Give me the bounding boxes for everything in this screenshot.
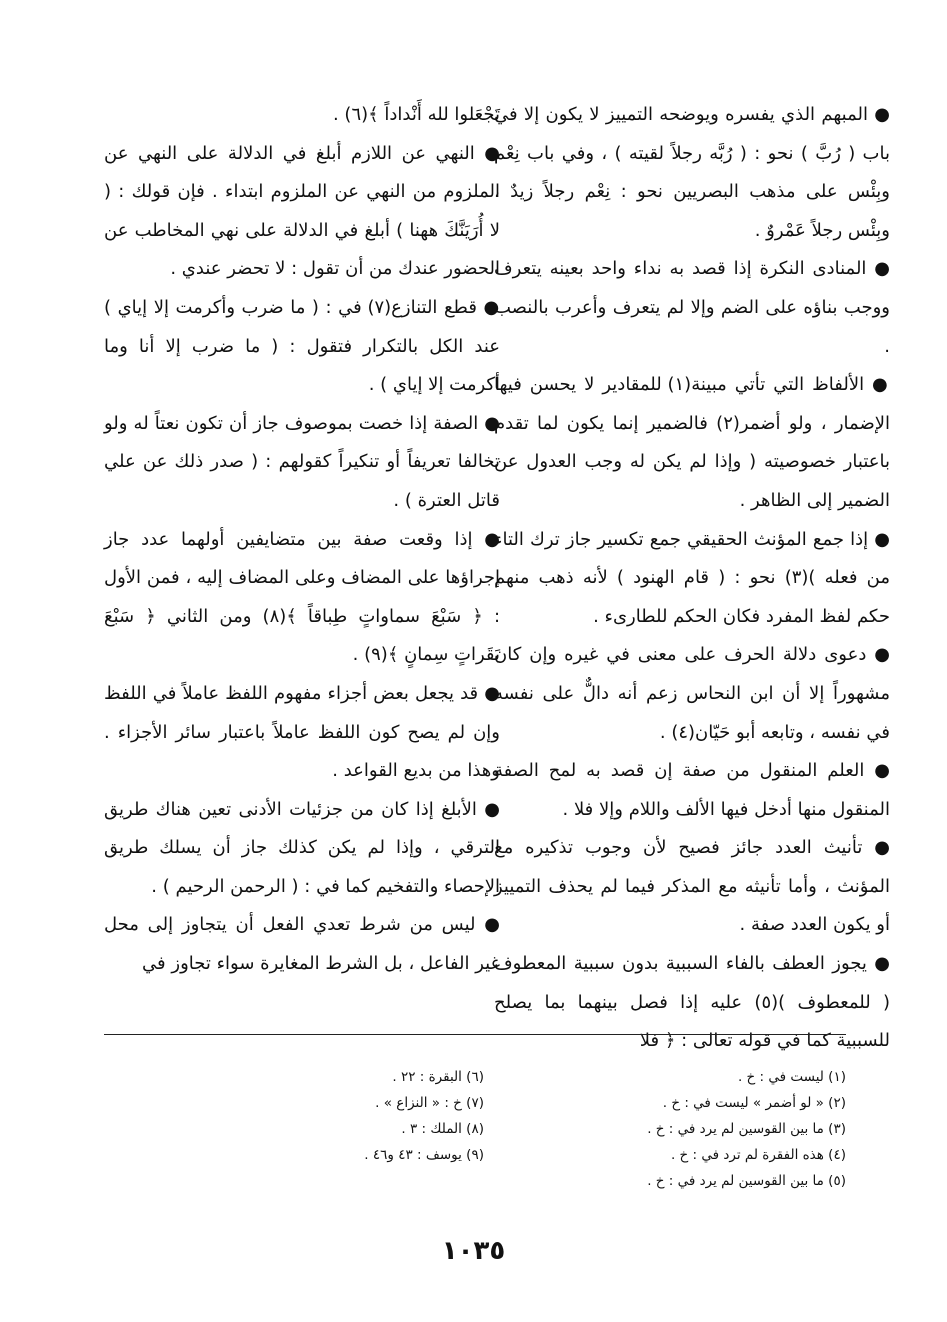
paragraph: ● إذا جمع المؤنث الحقيقي جمع تكسير جاز ترك التاء من فعله )(٣) نحو : ( قام الهنود ) لأنه ذهب منهم حكم لفظ المفرد فكان الحكم للطارىء . bbox=[494, 528, 890, 627]
paragraph: ● دعوى دلالة الحرف على معنى في غيره وإن كان مشهوراً إلا أن ابن النحاس زعم أنه دالٌّ على نفسه في نفسه ، وتابعه أبو حَيّان(٤) . bbox=[494, 644, 890, 743]
paragraph: ● قطع التنازع(٧) في : ( ما ضرب وأكرمت إلا إياي ) عند الكل بالتكرار فتقول : ( ما ضرب إلا أنا وما أكرمت إلا إياي ) . bbox=[104, 296, 500, 396]
footnote: (٨) الملك : ٣ . bbox=[401, 1121, 484, 1137]
left-text-column bbox=[104, 96, 500, 984]
page-number: ١٠٣٥ bbox=[441, 1236, 506, 1266]
paragraph: ● العلم المنقول من صفة إن قصد به لمح الصفة المنقول منها أدخل فيها الألف واللام وإلا فلا . bbox=[494, 760, 890, 820]
footnote: (٥) ما بين القوسين لم يرد في : خ . bbox=[647, 1173, 846, 1189]
paragraph: ● المنادى النكرة إذا قصد به نداء واحد بعينه يتعرف ووجب بناؤه على الضم وإلا لم يتعرف وأعرب بالنصب . bbox=[494, 258, 890, 357]
footnote: (٧) خ : « النزاع » . bbox=[375, 1095, 484, 1111]
footnotes-left bbox=[104, 1064, 484, 1168]
footnote: (٩) يوسف : ٤٣ و٤٦ . bbox=[364, 1147, 484, 1163]
paragraph: تَجْعَلوا لله أَنْداداً ﴾(٦) . bbox=[332, 104, 500, 125]
paragraph: ● النهي عن اللازم أبلغ في الدلالة على النهي عن الملزوم من النهي عن الملزوم ابتداء . فإن قولك : ( لا أُرَيَنَّكَ ههنا ) أبلغ في الدلالة على نهي المخاطب عن الحضور عندك من أن تقول : لا تحضر عندي . bbox=[104, 142, 500, 280]
footnote: (٦) البقرة : ٢٢ . bbox=[392, 1069, 484, 1085]
paragraph: ● قد يجعل بعض أجزاء مفهوم اللفظ عاملاً في اللفظ وإن لم يصح كون اللفظ عاملاً باعتبار سائر الأجزاء . وهذا من بديع القواعد . bbox=[104, 682, 500, 782]
footnote: (٤) هذه الفقرة لم ترد في : خ . bbox=[670, 1147, 846, 1163]
paragraph: ● إذا وقعت صفة بين متضايفين أولهما عدد جاز إجراؤها على المضاف وعلى المضاف إليه ، فمن الأول : ﴿ سَبْعَ سماواتٍ طِباقاً ﴾(٨) ومن الثاني ﴿ سَبْعَ بَقَراتٍ سِمانٍ ﴾(٩) . bbox=[104, 528, 501, 666]
footnote: (٣) ما بين القوسين لم يرد في : خ . bbox=[647, 1121, 846, 1137]
paragraph: ● الصفة إذا خصت بموصوف جاز أن تكون نعتاً له ولو تخالفا تعريفاً أو تنكيراً كقولهم : ( صدر ذلك عن علي قاتل العترة ) . bbox=[104, 412, 500, 511]
paragraph: ● ليس من شرط تعدي الفعل أن يتجاوز إلى محل غير الفاعل ، بل الشرط المغايرة سواء تجاوز في bbox=[104, 914, 500, 975]
paragraph: ● تأنيث العدد جائز فصيح لأن وجوب تذكيره مع المؤنث ، وأما تأنيثه مع المذكر فيما لم يحذف التمييز أو يكون العدد صفة . bbox=[494, 837, 890, 936]
paragraph: ● يجوز العطف بالفاء السببية بدون سببية المعطوف ( للمعطوف )(٥) عليه إذا فصل بينهما بما يصلح للسببية كما في قوله تعالى : ﴿ فلا bbox=[494, 953, 890, 1052]
footnote-separator bbox=[104, 1034, 846, 1035]
paragraph: ● المبهم الذي يفسره ويوضحه التمييز لا يكون إلا في باب ( رُبَّ ) نحو : ( رُبَّه رجلاً لقيته ) ، وفي باب نِعْم وبِئْس على مذهب البصريين نحو : نِعْم رجلاً زيدٌ ، وبِئْس رجلاً عَمْروٌ . bbox=[494, 104, 890, 241]
paragraph: ● الأبلغ إذا كان من جزئيات الأدنى تعين هناك طريق الترقي ، وإذا لم يكن كذلك جاز أن يسلك طريق الإحصاء والتفخيم كما في : ( الرحمن الرحيم ) . bbox=[104, 798, 500, 897]
footnote: (١) ليست في : خ . bbox=[737, 1069, 846, 1085]
paragraph: ● الألفاظ التي تأتي مبينة(١) للمقادير لا يحسن فيها الإضمار ، ولو أضمر(٢) فالضمير إنما يكون لما تقدم باعتبار خصوصيته ( وإذا لم يكن له وجب العدول عن الضمير إلى الظاهر . bbox=[494, 374, 890, 511]
footnotes-right bbox=[466, 1064, 846, 1194]
footnote: (٢) « لو أضمر » ليست في : خ . bbox=[662, 1095, 846, 1111]
right-text-column bbox=[494, 96, 890, 1061]
